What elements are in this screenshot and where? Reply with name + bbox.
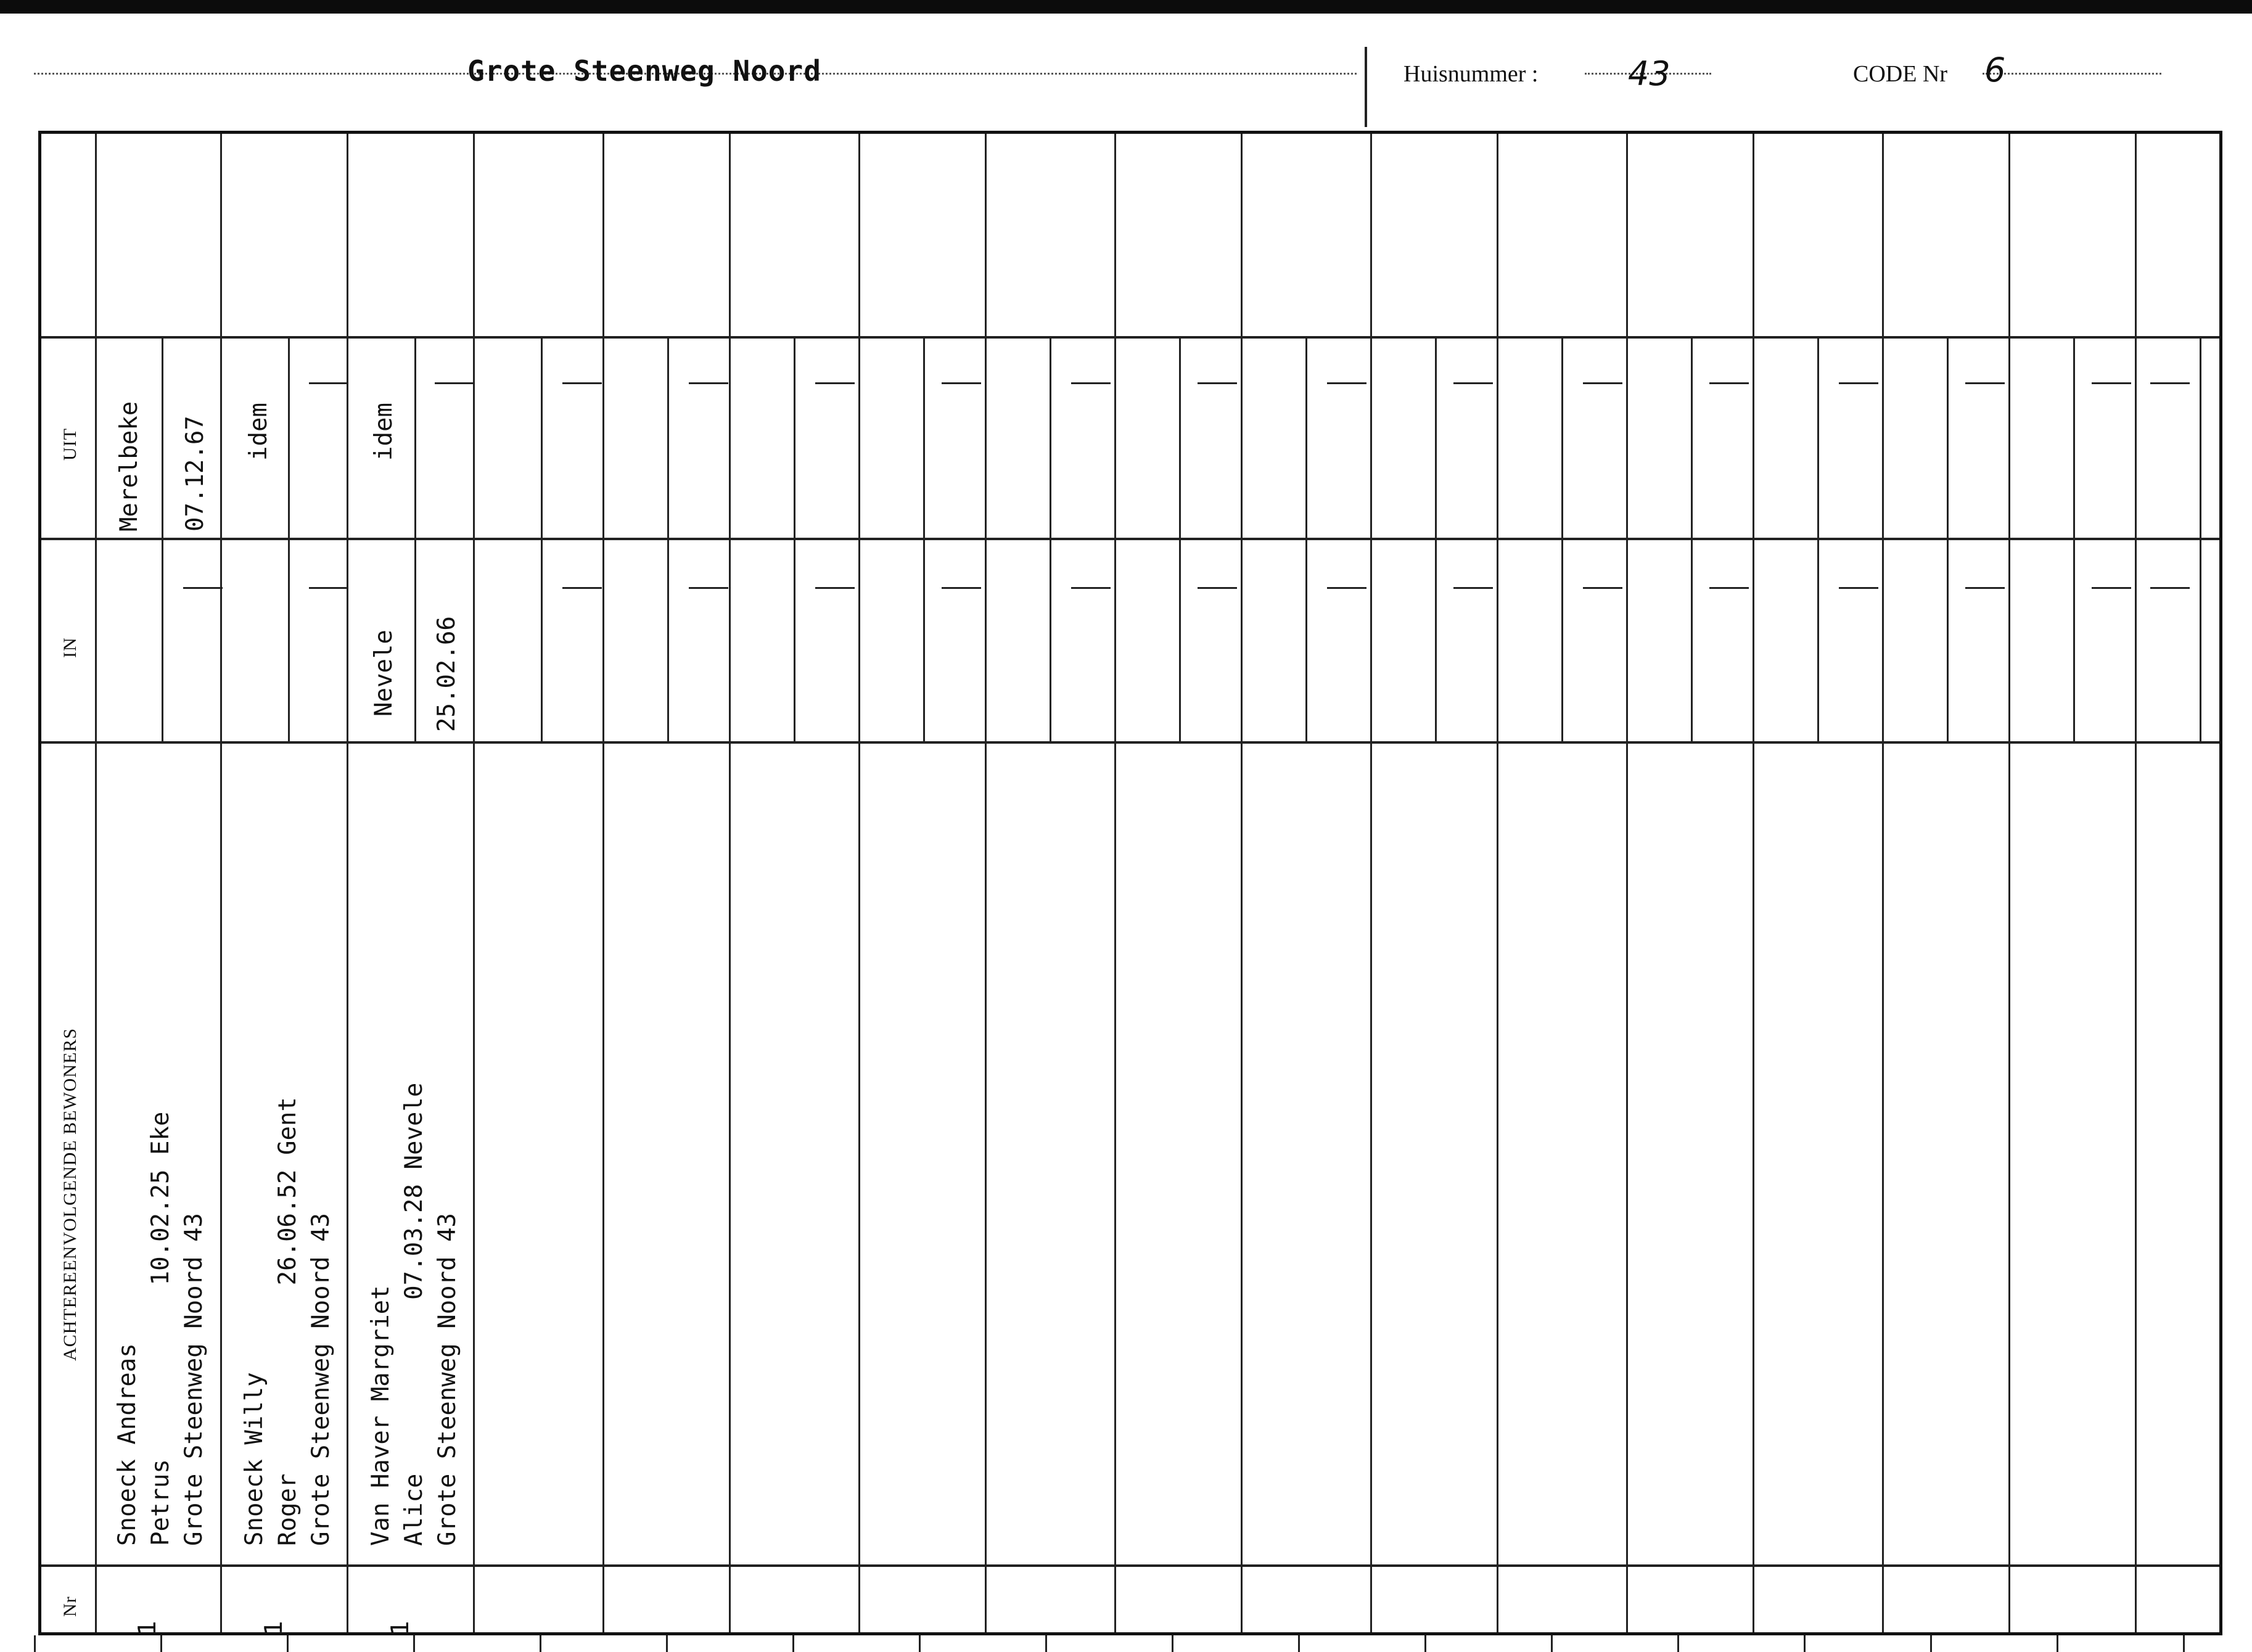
empty-entry-dash (2150, 382, 2190, 384)
bottom-tick (1677, 1635, 1679, 1652)
empty-entry-dash (942, 587, 981, 589)
column-divider (2008, 134, 2010, 1632)
nr-section-label: Nr (60, 1596, 80, 1617)
bottom-tick (1804, 1635, 1806, 1652)
sub-column-divider (541, 538, 543, 741)
bottom-tick (1551, 1635, 1553, 1652)
bewoners-section-label: ACHTEREENVOLGENDE BEWONERS (60, 1027, 80, 1361)
sub-column-divider (1305, 336, 1307, 540)
sub-column-divider (2200, 538, 2201, 741)
resident-2-in-date-dash (309, 587, 348, 589)
column-divider (1370, 134, 1372, 1632)
sub-column-divider (1435, 336, 1437, 540)
sub-column-divider (1050, 336, 1051, 540)
resident-3-details: Alice 07.03.28 Nevele (400, 1082, 428, 1546)
code-dotted-line (1983, 73, 2161, 75)
sub-column-divider (1050, 538, 1051, 741)
empty-entry-dash (1453, 382, 1493, 384)
bottom-tick-row (0, 1635, 2252, 1652)
header-separator (1365, 47, 1367, 127)
huisnummer-label: Huisnummer : (1403, 61, 1539, 87)
sub-column-divider (1817, 538, 1819, 741)
empty-entry-dash (815, 382, 855, 384)
sub-column-divider (162, 336, 163, 540)
bottom-tick (160, 1635, 162, 1652)
resident-3-uit-date-dash (435, 382, 474, 384)
sub-column-divider (162, 538, 163, 741)
resident-2-address: Grote Steenweg Noord 43 (307, 1212, 335, 1546)
empty-entry-dash (689, 587, 728, 589)
column-divider (1626, 134, 1628, 1632)
resident-3-address: Grote Steenweg Noord 43 (434, 1212, 461, 1546)
register-grid (38, 131, 2222, 1635)
sub-column-divider (2200, 336, 2201, 540)
sub-column-divider (794, 336, 795, 540)
sub-column-divider (1305, 538, 1307, 741)
bottom-tick (1172, 1635, 1173, 1652)
sub-column-divider (1179, 538, 1181, 741)
empty-entry-dash (2092, 587, 2131, 589)
empty-entry-dash (2150, 587, 2190, 589)
label-column-divider (95, 134, 97, 1632)
in-section-label: IN (60, 637, 80, 658)
column-divider (602, 134, 604, 1632)
empty-entry-dash (1965, 587, 2005, 589)
bottom-tick (666, 1635, 668, 1652)
sub-column-divider (1691, 538, 1693, 741)
empty-entry-dash (689, 382, 728, 384)
resident-1-uit-place: Merelbeke (115, 401, 143, 532)
sub-column-divider (1435, 538, 1437, 741)
empty-entry-dash (562, 382, 602, 384)
sub-column-divider (414, 336, 416, 540)
empty-entry-dash (815, 587, 855, 589)
column-divider (858, 134, 860, 1632)
column-divider (347, 134, 348, 1632)
bottom-tick (34, 1635, 36, 1652)
empty-entry-dash (562, 587, 602, 589)
code-label: CODE Nr (1853, 61, 1948, 87)
empty-entry-dash (1071, 382, 1111, 384)
resident-2-uit-date-dash (309, 382, 348, 384)
sub-column-divider (414, 538, 416, 741)
street-name: Grote Steenweg Noord (467, 54, 821, 88)
empty-entry-dash (1198, 587, 1237, 589)
bottom-tick (1424, 1635, 1426, 1652)
bottom-tick (1045, 1635, 1047, 1652)
bottom-tick (1298, 1635, 1300, 1652)
sub-column-divider (541, 336, 543, 540)
scan-top-border (0, 0, 2252, 14)
sub-column-divider (1691, 336, 1693, 540)
column-divider (1497, 134, 1498, 1632)
sub-column-divider (288, 336, 290, 540)
sub-column-divider (1947, 336, 1949, 540)
column-divider (1882, 134, 1884, 1632)
resident-3-in-date: 25.02.66 (433, 616, 461, 732)
resident-2-nr: 1 (260, 1621, 288, 1635)
empty-entry-dash (1198, 382, 1237, 384)
bottom-tick (792, 1635, 794, 1652)
sub-column-divider (667, 538, 669, 741)
code-value: 6 (1984, 51, 2006, 89)
resident-1-in-date-dash (183, 587, 223, 589)
empty-entry-dash (1709, 382, 1749, 384)
empty-entry-dash (1453, 587, 1493, 589)
bottom-tick (2183, 1635, 2185, 1652)
empty-entry-dash (1709, 587, 1749, 589)
resident-3-uit-place: idem (370, 403, 398, 461)
resident-1-address: Grote Steenweg Noord 43 (180, 1212, 208, 1546)
resident-1-uit-date: 07.12.67 (181, 416, 209, 532)
resident-3-name: Van Haver Margriet (367, 1285, 395, 1546)
sub-column-divider (1179, 336, 1181, 540)
column-divider (729, 134, 731, 1632)
empty-entry-dash (1839, 587, 1878, 589)
empty-entry-dash (1965, 382, 2005, 384)
column-divider (1114, 134, 1116, 1632)
sub-column-divider (2073, 538, 2075, 741)
column-divider (2135, 134, 2137, 1632)
row-divider-in-top (41, 538, 2219, 540)
sub-column-divider (923, 336, 925, 540)
bottom-tick (1930, 1635, 1932, 1652)
row-divider-bewoners-top (41, 741, 2219, 744)
sub-column-divider (1561, 336, 1563, 540)
bottom-tick (919, 1635, 921, 1652)
sub-column-divider (1817, 336, 1819, 540)
resident-2-name: Snoeck Willy (240, 1372, 268, 1546)
empty-entry-dash (1839, 382, 1878, 384)
column-divider (473, 134, 475, 1632)
empty-entry-dash (942, 382, 981, 384)
huisnummer-value: 43 (1628, 54, 1671, 93)
uit-section-label: UIT (60, 428, 80, 461)
empty-entry-dash (1583, 587, 1622, 589)
row-divider-uit-top (41, 336, 2219, 339)
sub-column-divider (923, 538, 925, 741)
empty-entry-dash (1327, 382, 1366, 384)
resident-2-uit-place: idem (245, 403, 273, 461)
sub-column-divider (2073, 336, 2075, 540)
sub-column-divider (667, 336, 669, 540)
bottom-tick (2057, 1635, 2058, 1652)
sub-column-divider (288, 538, 290, 741)
empty-entry-dash (2092, 382, 2131, 384)
resident-1-details: Petrus 10.02.25 Eke (147, 1111, 175, 1546)
empty-entry-dash (1583, 382, 1622, 384)
bottom-tick (540, 1635, 541, 1652)
empty-entry-dash (1327, 587, 1366, 589)
column-divider (985, 134, 987, 1632)
empty-entry-dash (1071, 587, 1111, 589)
sub-column-divider (1561, 538, 1563, 741)
resident-3-in-place: Nevele (370, 630, 398, 717)
sub-column-divider (794, 538, 795, 741)
resident-2-details: Roger 26.06.52 Gent (274, 1097, 302, 1546)
bottom-tick (287, 1635, 289, 1652)
row-divider-nr-top (41, 1564, 2219, 1567)
column-divider (1241, 134, 1243, 1632)
resident-1-name: Snoeck Andreas (113, 1343, 141, 1546)
resident-3-nr: 1 (387, 1621, 414, 1635)
resident-1-nr: 1 (134, 1621, 162, 1635)
column-divider (220, 134, 222, 1632)
bottom-tick (413, 1635, 415, 1652)
sub-column-divider (1947, 538, 1949, 741)
column-divider (1753, 134, 1754, 1632)
